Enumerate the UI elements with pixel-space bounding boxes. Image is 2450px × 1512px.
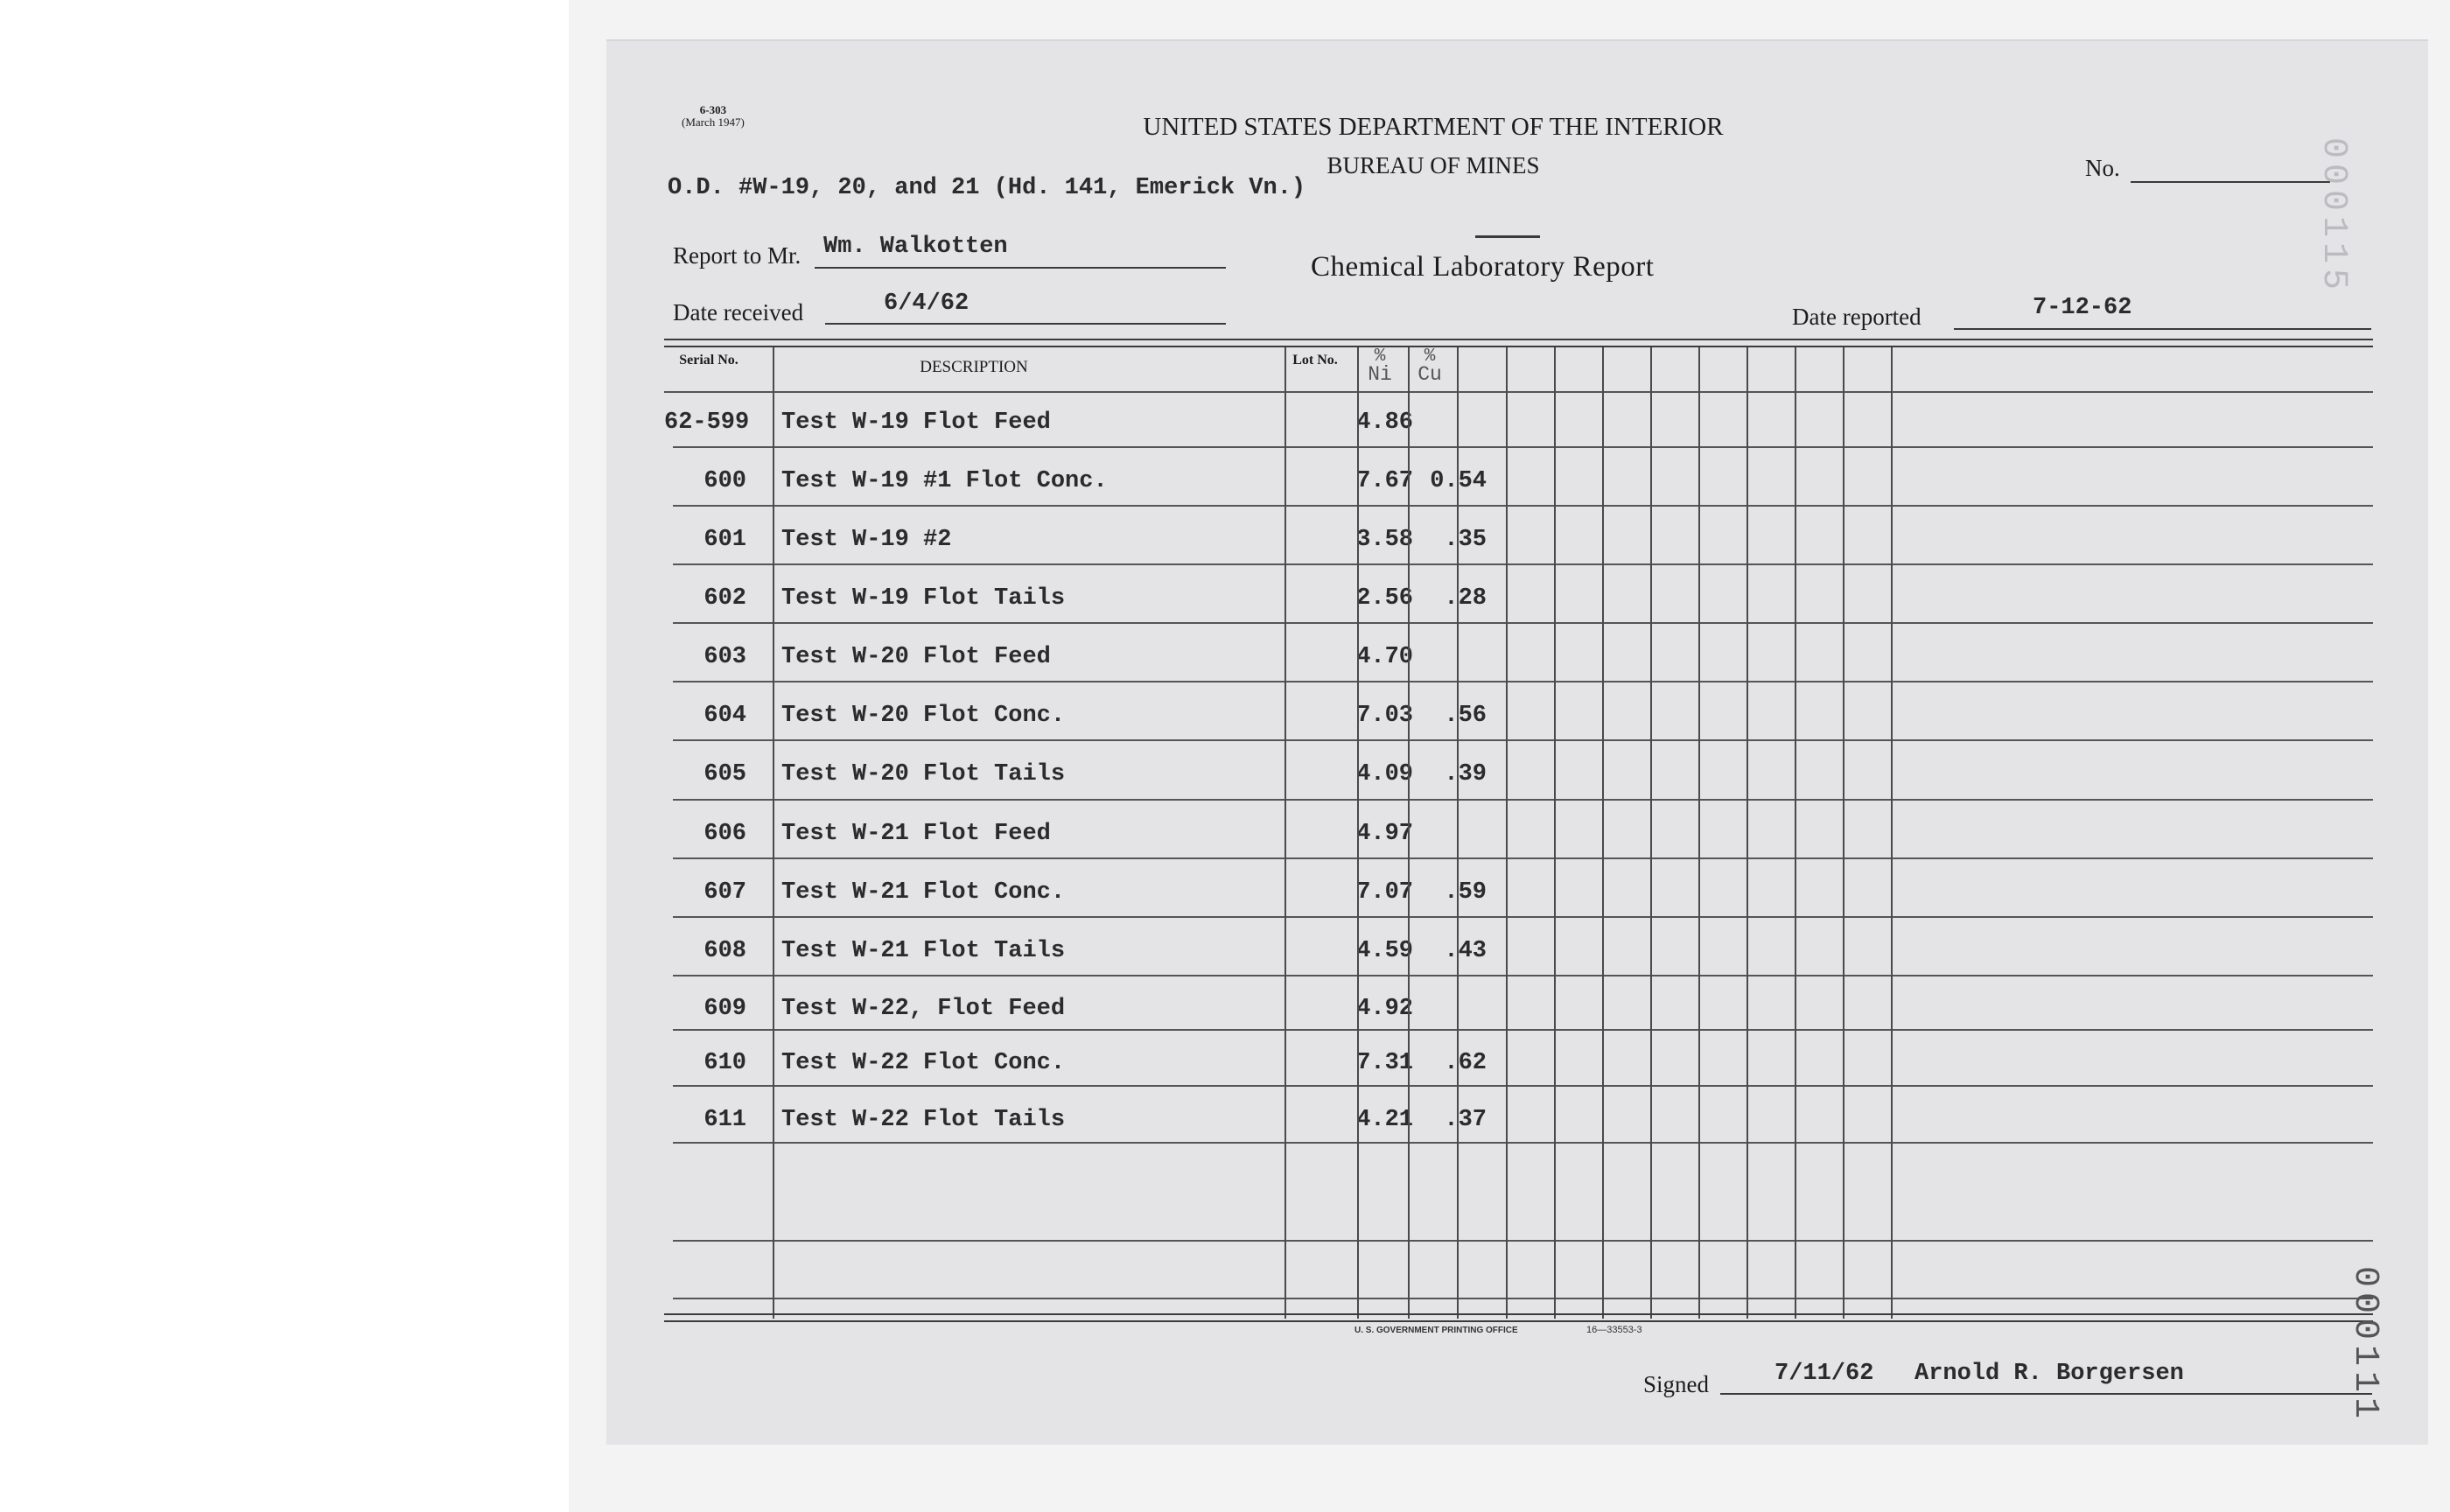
- description-cell: Test W-21 Flot Conc.: [781, 879, 1066, 906]
- column-rule: [1357, 347, 1359, 1319]
- row-rule: [673, 858, 2373, 859]
- header-lot: Lot No.: [1292, 353, 1338, 368]
- header-description: DESCRIPTION: [920, 358, 1028, 376]
- print-code: 16—33553-3: [1586, 1325, 1642, 1335]
- table-bottom-rule: [664, 1313, 2373, 1315]
- serial-cell: 607: [704, 879, 746, 906]
- column-rule: [1602, 347, 1604, 1319]
- row-rule: [673, 564, 2373, 565]
- description-cell: Test W-20 Flot Conc.: [781, 703, 1066, 729]
- row-rule: [673, 681, 2373, 682]
- signed-date: 7/11/62: [1774, 1361, 1874, 1387]
- description-cell: Test W-19 Flot Tails: [781, 585, 1066, 612]
- table-top-rule-2: [664, 346, 2373, 347]
- description-cell: Test W-22 Flot Conc.: [781, 1050, 1066, 1076]
- form-date: (March 1947): [682, 116, 745, 129]
- cu-cell: .37: [1444, 1107, 1487, 1133]
- column-rule: [773, 347, 774, 1319]
- row-rule: [673, 622, 2373, 624]
- printing-office: U. S. GOVERNMENT PRINTING OFFICE: [1354, 1326, 1518, 1335]
- serial-cell: 608: [704, 938, 746, 964]
- ni-cell: 4.86: [1356, 410, 1413, 436]
- description-cell: Test W-21 Flot Feed: [781, 821, 1051, 847]
- ni-cell: 4.59: [1356, 938, 1413, 964]
- header-ni-pct: %: [1374, 346, 1386, 367]
- column-rule: [1554, 347, 1556, 1319]
- report-title: Chemical Laboratory Report: [1311, 251, 1655, 283]
- row-rule: [673, 1029, 2373, 1031]
- ni-cell: 4.92: [1356, 996, 1413, 1022]
- archive-stamp-bottom: 000111: [2345, 1266, 2384, 1424]
- ni-cell: 3.58: [1356, 527, 1413, 553]
- serial-cell: 600: [704, 468, 746, 494]
- description-cell: Test W-19 #2: [781, 527, 952, 553]
- column-rule: [1795, 347, 1796, 1319]
- date-received-label: Date received: [673, 299, 804, 326]
- date-received-value: 6/4/62: [884, 290, 970, 317]
- column-rule: [1698, 347, 1700, 1319]
- description-cell: Test W-19 Flot Feed: [781, 410, 1051, 436]
- ni-cell: 2.56: [1356, 585, 1413, 612]
- column-rule: [1891, 347, 1893, 1319]
- ni-cell: 4.21: [1356, 1107, 1413, 1133]
- table-top-rule: [664, 339, 2373, 340]
- description-cell: Test W-22, Flot Feed: [781, 996, 1066, 1022]
- column-rule: [1746, 347, 1748, 1319]
- cu-cell: .43: [1444, 938, 1487, 964]
- row-rule: [673, 1142, 2373, 1144]
- serial-cell: 601: [704, 527, 746, 553]
- description-cell: Test W-19 #1 Flot Conc.: [781, 468, 1108, 494]
- row-rule: [673, 505, 2373, 507]
- row-rule: [673, 1298, 2373, 1299]
- report-to-value: Wm. Walkotten: [823, 234, 1008, 260]
- column-rule: [1457, 347, 1459, 1319]
- order-reference: O.D. #W-19, 20, and 21 (Hd. 141, Emerick Vn.): [668, 175, 1306, 201]
- cu-cell: .35: [1444, 527, 1487, 553]
- bureau-name: BUREAU OF MINES: [1326, 152, 1540, 178]
- serial-cell: 603: [704, 644, 746, 670]
- serial-cell: 606: [704, 821, 746, 847]
- row-rule: [673, 1240, 2373, 1242]
- date-reported-value: 7-12-62: [2033, 295, 2132, 321]
- serial-cell: 611: [704, 1107, 746, 1133]
- form-number: 6-303: [699, 103, 727, 116]
- date-reported-label: Date reported: [1792, 304, 1922, 330]
- column-rule: [1408, 347, 1410, 1319]
- header-ni: Ni: [1368, 363, 1392, 386]
- ni-cell: 4.09: [1356, 761, 1413, 788]
- cu-cell: .56: [1444, 703, 1487, 729]
- cu-cell: .62: [1444, 1050, 1487, 1076]
- ni-cell: 4.70: [1356, 644, 1413, 670]
- ni-cell: 7.07: [1356, 879, 1413, 906]
- agency-name: UNITED STATES DEPARTMENT OF THE INTERIOR: [1143, 113, 1724, 141]
- ni-cell: 7.67: [1356, 468, 1413, 494]
- serial-cell: 609: [704, 996, 746, 1022]
- cu-cell: .59: [1444, 879, 1487, 906]
- no-label: No.: [2085, 155, 2120, 181]
- header-serial: Serial No.: [679, 353, 738, 368]
- ni-cell: 7.03: [1356, 703, 1413, 729]
- row-rule: [673, 916, 2373, 918]
- column-rule: [1284, 347, 1286, 1319]
- cu-cell: 0.54: [1430, 468, 1487, 494]
- serial-cell: 62-599: [664, 410, 750, 436]
- row-rule: [673, 975, 2373, 976]
- row-rule: [673, 799, 2373, 801]
- column-rule: [1843, 347, 1844, 1319]
- description-cell: Test W-20 Flot Feed: [781, 644, 1051, 670]
- table-bottom-rule-2: [664, 1320, 2373, 1322]
- cu-cell: .28: [1444, 585, 1487, 612]
- description-cell: Test W-20 Flot Tails: [781, 761, 1066, 788]
- results-table: [606, 41, 2428, 1445]
- ni-cell: 7.31: [1356, 1050, 1413, 1076]
- report-to-label: Report to Mr.: [673, 242, 802, 269]
- serial-cell: 604: [704, 703, 746, 729]
- serial-cell: 610: [704, 1050, 746, 1076]
- header-cu: Cu: [1418, 363, 1442, 386]
- description-cell: Test W-22 Flot Tails: [781, 1107, 1066, 1133]
- report-sheet: [606, 39, 2428, 1445]
- column-rule: [1650, 347, 1652, 1319]
- header-bottom-rule: [664, 391, 2373, 393]
- header-cu-pct: %: [1424, 346, 1436, 367]
- row-rule: [673, 446, 2373, 448]
- archive-stamp-top: 000115: [2314, 137, 2353, 296]
- signed-name: Arnold R. Borgersen: [1914, 1361, 2184, 1387]
- row-rule: [673, 1085, 2373, 1087]
- column-rule: [1506, 347, 1508, 1319]
- signed-label: Signed: [1643, 1371, 1710, 1397]
- row-rule: [673, 739, 2373, 741]
- signature-field[interactable]: [1720, 1393, 2372, 1395]
- description-cell: Test W-21 Flot Tails: [781, 938, 1066, 964]
- ni-cell: 4.97: [1356, 821, 1413, 847]
- serial-cell: 602: [704, 585, 746, 612]
- cu-cell: .39: [1444, 761, 1487, 788]
- serial-cell: 605: [704, 761, 746, 788]
